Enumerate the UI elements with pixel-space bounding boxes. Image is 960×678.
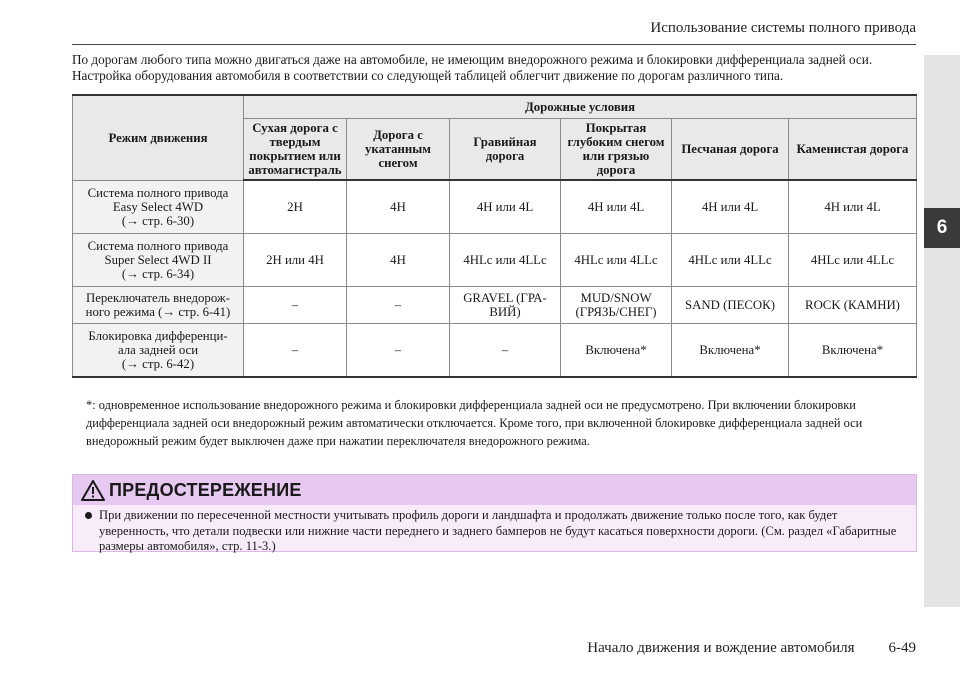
mode-page-ref: (→ стр. 6-34) bbox=[121, 266, 195, 281]
warning-box bbox=[72, 474, 917, 552]
table-cell: – bbox=[347, 323, 450, 377]
page-footer bbox=[587, 640, 916, 657]
table-cell: GRAVEL (ГРА-ВИЙ) bbox=[450, 286, 561, 323]
mode-line: Переключатель внедорож- bbox=[85, 290, 231, 305]
row-mode-cell bbox=[73, 180, 244, 233]
table-cell: 4H bbox=[347, 233, 450, 286]
page-header-title: Использование системы полного привода bbox=[650, 20, 916, 36]
table-row bbox=[73, 180, 917, 233]
table-cell: 4H bbox=[347, 180, 450, 233]
bullet-icon bbox=[85, 512, 92, 519]
table-row bbox=[73, 286, 917, 323]
mode-line: Super Select 4WD II bbox=[104, 252, 212, 267]
column-header: Дорога с укатанным снегом bbox=[347, 119, 450, 181]
column-header: Каменистая дорога bbox=[789, 119, 917, 181]
table-header-row bbox=[73, 95, 917, 119]
intro-text bbox=[72, 52, 917, 84]
table-cell: 4HLc или 4LLc bbox=[672, 233, 789, 286]
table-cell: 4H или 4L bbox=[561, 180, 672, 233]
footnote-mark: *: bbox=[86, 398, 96, 412]
table-cell: 2H или 4H bbox=[244, 233, 347, 286]
table-cell: MUD/SNOW (ГРЯЗЬ/СНЕГ) bbox=[561, 286, 672, 323]
column-header: Покрытая глубоким снегом или грязью дорога bbox=[561, 119, 672, 181]
warning-text: При движении по пересеченной местности учитывать профиль дороги и ландшафта и продолжать движение только после того, как будет уверенность, что детали подвески или нижние части переднего и заднего бамперов не будут касаться поверхности дороги. (См. раздел «Габаритные размеры автомобиля», стр. 11-3.) bbox=[99, 508, 897, 553]
table-row bbox=[73, 323, 917, 377]
mode-line: Блокировка дифференци- bbox=[88, 328, 228, 343]
mode-line: Система полного привода bbox=[87, 238, 229, 253]
footer-section-title: Начало движения и вождение автомобиля bbox=[587, 640, 855, 656]
column-header: Сухая дорога с твердым покрытием или автомагистраль bbox=[244, 119, 347, 181]
page-number: 6-49 bbox=[888, 640, 916, 656]
mode-page-ref: (→ стр. 6-42) bbox=[121, 356, 195, 371]
mode-column-header: Режим движения bbox=[73, 95, 244, 180]
mode-page-ref: (→ стр. 6-30) bbox=[121, 213, 195, 228]
table-cell: – bbox=[244, 323, 347, 377]
table-cell: Включена* bbox=[789, 323, 917, 377]
drive-mode-table bbox=[72, 94, 917, 378]
table-footnote bbox=[86, 396, 917, 450]
warning-body bbox=[73, 505, 916, 555]
table-cell: – bbox=[347, 286, 450, 323]
table-row bbox=[73, 233, 917, 286]
row-mode-cell bbox=[73, 233, 244, 286]
conditions-header: Дорожные условия bbox=[244, 95, 917, 119]
table-cell: 4HLc или 4LLc bbox=[450, 233, 561, 286]
table-cell: 4HLc или 4LLc bbox=[789, 233, 917, 286]
chapter-number-tab: 6 bbox=[924, 208, 960, 248]
table-cell: 4H или 4L bbox=[450, 180, 561, 233]
column-header: Песчаная дорога bbox=[672, 119, 789, 181]
table-cell: 4H или 4L bbox=[672, 180, 789, 233]
table-cell: ROCK (КАМНИ) bbox=[789, 286, 917, 323]
mode-line: ного режима (→ стр. 6-41) bbox=[85, 304, 231, 319]
table-cell: Включена* bbox=[561, 323, 672, 377]
chapter-side-tab bbox=[924, 55, 960, 607]
row-mode-cell bbox=[73, 286, 244, 323]
mode-line: Система полного привода bbox=[87, 185, 229, 200]
mode-line: ала задней оси bbox=[117, 342, 199, 357]
table-cell: 2H bbox=[244, 180, 347, 233]
table-cell: 4HLc или 4LLc bbox=[561, 233, 672, 286]
warning-header bbox=[73, 475, 916, 505]
table-cell: SAND (ПЕСОК) bbox=[672, 286, 789, 323]
warning-title: ПРЕДОСТЕРЕЖЕНИЕ bbox=[109, 479, 302, 500]
column-header: Гравийная дорога bbox=[450, 119, 561, 181]
table-cell: – bbox=[450, 323, 561, 377]
table-cell: Включена* bbox=[672, 323, 789, 377]
row-mode-cell bbox=[73, 323, 244, 377]
intro-line-2: Настройка оборудования автомобиля в соответствии со следующей таблицей облегчит движение по дорогам различного типа. bbox=[72, 68, 784, 83]
header-divider bbox=[72, 44, 916, 45]
table-cell: – bbox=[244, 286, 347, 323]
intro-line-1: По дорогам любого типа можно двигаться даже на автомобиле, не имеющим внедорожного режима и блокировки дифференциала задней оси. bbox=[72, 52, 873, 67]
footnote-text: одновременное использование внедорожного режима и блокировки дифференциала задней оси не предусмотрено. При включении блокировки дифференциала задней оси внедорожный режим автоматически отключается. Кроме того, при включенной блокировке дифференциала задней оси внедорожный режим будет выключен даже при нажатии переключателя внедорожного режима. bbox=[86, 398, 863, 448]
table-cell: 4H или 4L bbox=[789, 180, 917, 233]
warning-triangle-icon bbox=[81, 480, 105, 501]
mode-line: Easy Select 4WD bbox=[112, 199, 204, 214]
